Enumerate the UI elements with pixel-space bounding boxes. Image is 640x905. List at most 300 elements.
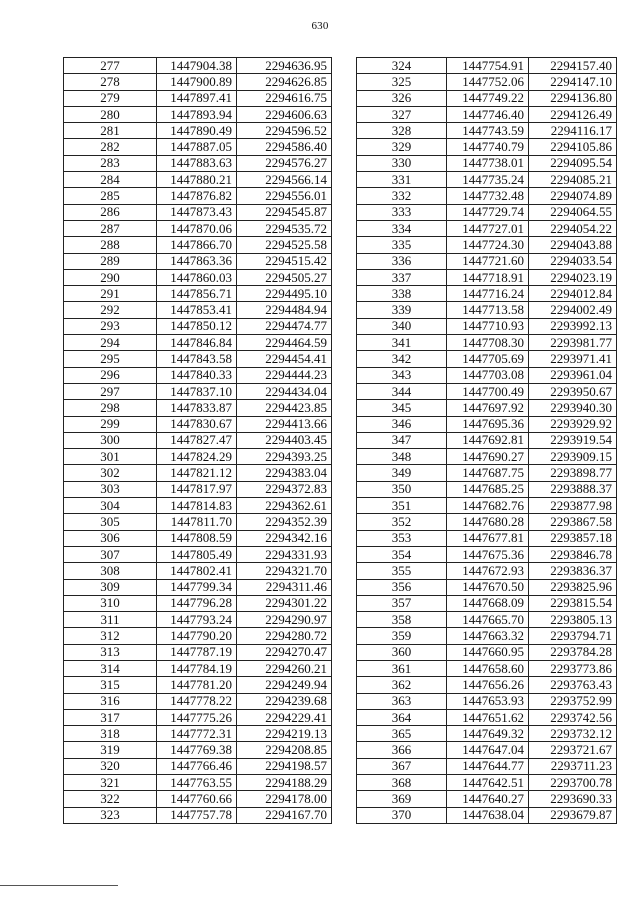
table-row [357, 628, 617, 644]
x-coordinate-cell: 1447781.20 [157, 677, 237, 693]
table-row [357, 498, 617, 514]
table-row [357, 123, 617, 139]
point-number-cell: 326 [357, 90, 447, 106]
x-coordinate-cell: 1447651.62 [447, 709, 529, 725]
x-coordinate-cell: 1447880.21 [157, 172, 237, 188]
x-coordinate-cell: 1447866.70 [157, 237, 237, 253]
coordinates-table-right [356, 57, 617, 824]
point-number-cell: 277 [64, 58, 157, 74]
y-coordinate-cell: 2294126.49 [529, 106, 617, 122]
x-coordinate-cell: 1447796.28 [157, 595, 237, 611]
y-coordinate-cell: 2293950.67 [529, 383, 617, 399]
table-row [357, 416, 617, 432]
table-row [357, 449, 617, 465]
x-coordinate-cell: 1447749.22 [447, 90, 529, 106]
point-number-cell: 322 [64, 791, 157, 807]
y-coordinate-cell: 2294616.75 [237, 90, 332, 106]
x-coordinate-cell: 1447814.83 [157, 498, 237, 514]
x-coordinate-cell: 1447893.94 [157, 106, 237, 122]
point-number-cell: 348 [357, 449, 447, 465]
point-number-cell: 289 [64, 253, 157, 269]
x-coordinate-cell: 1447687.75 [447, 465, 529, 481]
point-number-cell: 333 [357, 204, 447, 220]
table-row [64, 220, 332, 236]
point-number-cell: 321 [64, 775, 157, 791]
y-coordinate-cell: 2293981.77 [529, 335, 617, 351]
x-coordinate-cell: 1447904.38 [157, 58, 237, 74]
y-coordinate-cell: 2294043.88 [529, 237, 617, 253]
y-coordinate-cell: 2294280.72 [237, 628, 332, 644]
point-number-cell: 346 [357, 416, 447, 432]
coordinates-table-left [63, 57, 332, 824]
point-number-cell: 288 [64, 237, 157, 253]
y-coordinate-cell: 2294636.95 [237, 58, 332, 74]
table-row [64, 90, 332, 106]
point-number-cell: 323 [64, 807, 157, 823]
x-coordinate-cell: 1447876.82 [157, 188, 237, 204]
x-coordinate-cell: 1447670.50 [447, 579, 529, 595]
x-coordinate-cell: 1447769.38 [157, 742, 237, 758]
y-coordinate-cell: 2294434.04 [237, 383, 332, 399]
x-coordinate-cell: 1447887.05 [157, 139, 237, 155]
x-coordinate-cell: 1447735.24 [447, 172, 529, 188]
y-coordinate-cell: 2293846.78 [529, 546, 617, 562]
y-coordinate-cell: 2294606.63 [237, 106, 332, 122]
table-row [64, 302, 332, 318]
table-row [64, 775, 332, 791]
point-number-cell: 337 [357, 269, 447, 285]
y-coordinate-cell: 2293794.71 [529, 628, 617, 644]
table-row [64, 58, 332, 74]
table-row [64, 269, 332, 285]
y-coordinate-cell: 2293836.37 [529, 563, 617, 579]
table-row [357, 546, 617, 562]
table-row [357, 644, 617, 660]
table-row [64, 123, 332, 139]
y-coordinate-cell: 2294352.39 [237, 514, 332, 530]
y-coordinate-cell: 2294626.85 [237, 74, 332, 90]
point-number-cell: 347 [357, 432, 447, 448]
y-coordinate-cell: 2294495.10 [237, 286, 332, 302]
table-row [357, 106, 617, 122]
point-number-cell: 286 [64, 204, 157, 220]
y-coordinate-cell: 2293857.18 [529, 530, 617, 546]
point-number-cell: 360 [357, 644, 447, 660]
point-number-cell: 330 [357, 155, 447, 171]
table-row [64, 693, 332, 709]
point-number-cell: 354 [357, 546, 447, 562]
point-number-cell: 310 [64, 595, 157, 611]
y-coordinate-cell: 2293919.54 [529, 432, 617, 448]
point-number-cell: 282 [64, 139, 157, 155]
x-coordinate-cell: 1447817.97 [157, 481, 237, 497]
table-row [64, 318, 332, 334]
table-row [64, 579, 332, 595]
point-number-cell: 278 [64, 74, 157, 90]
point-number-cell: 362 [357, 677, 447, 693]
table-row [64, 188, 332, 204]
y-coordinate-cell: 2293742.56 [529, 709, 617, 725]
x-coordinate-cell: 1447837.10 [157, 383, 237, 399]
table-row [64, 498, 332, 514]
x-coordinate-cell: 1447703.08 [447, 367, 529, 383]
point-number-cell: 367 [357, 758, 447, 774]
x-coordinate-cell: 1447685.25 [447, 481, 529, 497]
x-coordinate-cell: 1447665.70 [447, 612, 529, 628]
y-coordinate-cell: 2294198.57 [237, 758, 332, 774]
table-row [357, 400, 617, 416]
y-coordinate-cell: 2294566.14 [237, 172, 332, 188]
table-row [357, 677, 617, 693]
y-coordinate-cell: 2293909.15 [529, 449, 617, 465]
x-coordinate-cell: 1447675.36 [447, 546, 529, 562]
table-row [357, 139, 617, 155]
y-coordinate-cell: 2293690.33 [529, 791, 617, 807]
table-row [64, 758, 332, 774]
point-number-cell: 369 [357, 791, 447, 807]
point-number-cell: 315 [64, 677, 157, 693]
y-coordinate-cell: 2294311.46 [237, 579, 332, 595]
y-coordinate-cell: 2293867.58 [529, 514, 617, 530]
x-coordinate-cell: 1447724.30 [447, 237, 529, 253]
x-coordinate-cell: 1447692.81 [447, 432, 529, 448]
table-row [357, 465, 617, 481]
table-row [64, 742, 332, 758]
point-number-cell: 290 [64, 269, 157, 285]
y-coordinate-cell: 2294301.22 [237, 595, 332, 611]
x-coordinate-cell: 1447708.30 [447, 335, 529, 351]
point-number-cell: 366 [357, 742, 447, 758]
x-coordinate-cell: 1447695.36 [447, 416, 529, 432]
y-coordinate-cell: 2294249.94 [237, 677, 332, 693]
point-number-cell: 283 [64, 155, 157, 171]
y-coordinate-cell: 2294167.70 [237, 807, 332, 823]
y-coordinate-cell: 2294002.49 [529, 302, 617, 318]
y-coordinate-cell: 2293961.04 [529, 367, 617, 383]
y-coordinate-cell: 2294147.10 [529, 74, 617, 90]
x-coordinate-cell: 1447821.12 [157, 465, 237, 481]
y-coordinate-cell: 2294321.70 [237, 563, 332, 579]
table-row [64, 514, 332, 530]
point-number-cell: 327 [357, 106, 447, 122]
x-coordinate-cell: 1447883.63 [157, 155, 237, 171]
table-row [64, 432, 332, 448]
x-coordinate-cell: 1447746.40 [447, 106, 529, 122]
y-coordinate-cell: 2294054.22 [529, 220, 617, 236]
point-number-cell: 313 [64, 644, 157, 660]
table-row [64, 351, 332, 367]
table-row [357, 612, 617, 628]
table-row [64, 807, 332, 823]
table-row [64, 204, 332, 220]
y-coordinate-cell: 2294556.01 [237, 188, 332, 204]
point-number-cell: 293 [64, 318, 157, 334]
y-coordinate-cell: 2293763.43 [529, 677, 617, 693]
x-coordinate-cell: 1447840.33 [157, 367, 237, 383]
table-row [357, 220, 617, 236]
table-row [357, 693, 617, 709]
table-row [64, 612, 332, 628]
y-coordinate-cell: 2294464.59 [237, 335, 332, 351]
point-number-cell: 306 [64, 530, 157, 546]
x-coordinate-cell: 1447824.29 [157, 449, 237, 465]
x-coordinate-cell: 1447805.49 [157, 546, 237, 562]
y-coordinate-cell: 2293888.37 [529, 481, 617, 497]
table-row [64, 465, 332, 481]
y-coordinate-cell: 2294331.93 [237, 546, 332, 562]
table-row [357, 74, 617, 90]
table-row [357, 204, 617, 220]
point-number-cell: 344 [357, 383, 447, 399]
table-row [64, 481, 332, 497]
point-number-cell: 357 [357, 595, 447, 611]
point-number-cell: 356 [357, 579, 447, 595]
table-row [64, 449, 332, 465]
y-coordinate-cell: 2294229.41 [237, 709, 332, 725]
point-number-cell: 284 [64, 172, 157, 188]
point-number-cell: 303 [64, 481, 157, 497]
point-number-cell: 279 [64, 90, 157, 106]
y-coordinate-cell: 2293815.54 [529, 595, 617, 611]
y-coordinate-cell: 2294515.42 [237, 253, 332, 269]
table-row [357, 155, 617, 171]
point-number-cell: 292 [64, 302, 157, 318]
y-coordinate-cell: 2294136.80 [529, 90, 617, 106]
x-coordinate-cell: 1447677.81 [447, 530, 529, 546]
x-coordinate-cell: 1447757.78 [157, 807, 237, 823]
x-coordinate-cell: 1447763.55 [157, 775, 237, 791]
x-coordinate-cell: 1447870.06 [157, 220, 237, 236]
y-coordinate-cell: 2294219.13 [237, 726, 332, 742]
point-number-cell: 359 [357, 628, 447, 644]
x-coordinate-cell: 1447790.20 [157, 628, 237, 644]
x-coordinate-cell: 1447900.89 [157, 74, 237, 90]
y-coordinate-cell: 2294208.85 [237, 742, 332, 758]
x-coordinate-cell: 1447793.24 [157, 612, 237, 628]
point-number-cell: 338 [357, 286, 447, 302]
table-row [357, 432, 617, 448]
table-row [64, 416, 332, 432]
point-number-cell: 353 [357, 530, 447, 546]
table-row [357, 367, 617, 383]
point-number-cell: 281 [64, 123, 157, 139]
y-coordinate-cell: 2294454.41 [237, 351, 332, 367]
table-row [64, 155, 332, 171]
x-coordinate-cell: 1447656.26 [447, 677, 529, 693]
table-row [357, 383, 617, 399]
y-coordinate-cell: 2294596.52 [237, 123, 332, 139]
x-coordinate-cell: 1447653.93 [447, 693, 529, 709]
table-row [64, 726, 332, 742]
table-row [357, 563, 617, 579]
point-number-cell: 301 [64, 449, 157, 465]
y-coordinate-cell: 2294535.72 [237, 220, 332, 236]
table-row [64, 106, 332, 122]
table-row [64, 286, 332, 302]
point-number-cell: 307 [64, 546, 157, 562]
x-coordinate-cell: 1447799.34 [157, 579, 237, 595]
table-row [64, 383, 332, 399]
y-coordinate-cell: 2294342.16 [237, 530, 332, 546]
point-number-cell: 300 [64, 432, 157, 448]
y-coordinate-cell: 2294270.47 [237, 644, 332, 660]
point-number-cell: 325 [357, 74, 447, 90]
x-coordinate-cell: 1447808.59 [157, 530, 237, 546]
table-row [64, 563, 332, 579]
point-number-cell: 345 [357, 400, 447, 416]
y-coordinate-cell: 2294188.29 [237, 775, 332, 791]
x-coordinate-cell: 1447760.66 [157, 791, 237, 807]
x-coordinate-cell: 1447766.46 [157, 758, 237, 774]
point-number-cell: 351 [357, 498, 447, 514]
y-coordinate-cell: 2294444.23 [237, 367, 332, 383]
point-number-cell: 365 [357, 726, 447, 742]
x-coordinate-cell: 1447680.28 [447, 514, 529, 530]
table-row [357, 237, 617, 253]
x-coordinate-cell: 1447830.67 [157, 416, 237, 432]
table-row [64, 660, 332, 676]
table-row [64, 237, 332, 253]
table-row [64, 546, 332, 562]
y-coordinate-cell: 2294393.25 [237, 449, 332, 465]
y-coordinate-cell: 2294484.94 [237, 302, 332, 318]
y-coordinate-cell: 2293992.13 [529, 318, 617, 334]
y-coordinate-cell: 2294525.58 [237, 237, 332, 253]
table-row [357, 335, 617, 351]
table-row [357, 758, 617, 774]
x-coordinate-cell: 1447697.92 [447, 400, 529, 416]
x-coordinate-cell: 1447740.79 [447, 139, 529, 155]
y-coordinate-cell: 2294023.19 [529, 269, 617, 285]
x-coordinate-cell: 1447873.43 [157, 204, 237, 220]
x-coordinate-cell: 1447642.51 [447, 775, 529, 791]
y-coordinate-cell: 2293700.78 [529, 775, 617, 791]
footnote-separator-rule [0, 885, 118, 886]
y-coordinate-cell: 2294403.45 [237, 432, 332, 448]
x-coordinate-cell: 1447672.93 [447, 563, 529, 579]
point-number-cell: 339 [357, 302, 447, 318]
point-number-cell: 298 [64, 400, 157, 416]
point-number-cell: 355 [357, 563, 447, 579]
point-number-cell: 285 [64, 188, 157, 204]
x-coordinate-cell: 1447638.04 [447, 807, 529, 823]
x-coordinate-cell: 1447700.49 [447, 383, 529, 399]
x-coordinate-cell: 1447853.41 [157, 302, 237, 318]
y-coordinate-cell: 2294362.61 [237, 498, 332, 514]
x-coordinate-cell: 1447647.04 [447, 742, 529, 758]
point-number-cell: 304 [64, 498, 157, 514]
table-row [64, 400, 332, 416]
point-number-cell: 334 [357, 220, 447, 236]
x-coordinate-cell: 1447644.77 [447, 758, 529, 774]
table-row [357, 286, 617, 302]
table-row [357, 514, 617, 530]
point-number-cell: 297 [64, 383, 157, 399]
table-row [357, 188, 617, 204]
y-coordinate-cell: 2294095.54 [529, 155, 617, 171]
point-number-cell: 342 [357, 351, 447, 367]
table-row [357, 530, 617, 546]
point-number-cell: 295 [64, 351, 157, 367]
y-coordinate-cell: 2293732.12 [529, 726, 617, 742]
point-number-cell: 328 [357, 123, 447, 139]
y-coordinate-cell: 2293773.86 [529, 660, 617, 676]
point-number-cell: 335 [357, 237, 447, 253]
y-coordinate-cell: 2294413.66 [237, 416, 332, 432]
table-row [64, 595, 332, 611]
x-coordinate-cell: 1447850.12 [157, 318, 237, 334]
point-number-cell: 305 [64, 514, 157, 530]
x-coordinate-cell: 1447713.58 [447, 302, 529, 318]
x-coordinate-cell: 1447772.31 [157, 726, 237, 742]
point-number-cell: 350 [357, 481, 447, 497]
y-coordinate-cell: 2294372.83 [237, 481, 332, 497]
x-coordinate-cell: 1447718.91 [447, 269, 529, 285]
table-row [357, 807, 617, 823]
point-number-cell: 294 [64, 335, 157, 351]
y-coordinate-cell: 2294545.87 [237, 204, 332, 220]
table-row [64, 530, 332, 546]
table-row [64, 709, 332, 725]
point-number-cell: 329 [357, 139, 447, 155]
y-coordinate-cell: 2294423.85 [237, 400, 332, 416]
point-number-cell: 302 [64, 465, 157, 481]
point-number-cell: 364 [357, 709, 447, 725]
page-number: 630 [311, 20, 329, 32]
x-coordinate-cell: 1447682.76 [447, 498, 529, 514]
x-coordinate-cell: 1447710.93 [447, 318, 529, 334]
point-number-cell: 320 [64, 758, 157, 774]
x-coordinate-cell: 1447778.22 [157, 693, 237, 709]
point-number-cell: 299 [64, 416, 157, 432]
y-coordinate-cell: 2294576.27 [237, 155, 332, 171]
x-coordinate-cell: 1447827.47 [157, 432, 237, 448]
point-number-cell: 291 [64, 286, 157, 302]
point-number-cell: 363 [357, 693, 447, 709]
point-number-cell: 309 [64, 579, 157, 595]
x-coordinate-cell: 1447649.32 [447, 726, 529, 742]
y-coordinate-cell: 2293721.67 [529, 742, 617, 758]
y-coordinate-cell: 2293711.23 [529, 758, 617, 774]
x-coordinate-cell: 1447833.87 [157, 400, 237, 416]
y-coordinate-cell: 2293752.99 [529, 693, 617, 709]
table-row [357, 775, 617, 791]
table-row [357, 726, 617, 742]
point-number-cell: 332 [357, 188, 447, 204]
point-number-cell: 287 [64, 220, 157, 236]
y-coordinate-cell: 2293679.87 [529, 807, 617, 823]
table-row [357, 172, 617, 188]
y-coordinate-cell: 2293805.13 [529, 612, 617, 628]
x-coordinate-cell: 1447860.03 [157, 269, 237, 285]
point-number-cell: 296 [64, 367, 157, 383]
x-coordinate-cell: 1447729.74 [447, 204, 529, 220]
point-number-cell: 368 [357, 775, 447, 791]
table-row [64, 677, 332, 693]
table-row [357, 58, 617, 74]
y-coordinate-cell: 2294105.86 [529, 139, 617, 155]
x-coordinate-cell: 1447743.59 [447, 123, 529, 139]
x-coordinate-cell: 1447802.41 [157, 563, 237, 579]
point-number-cell: 308 [64, 563, 157, 579]
y-coordinate-cell: 2293940.30 [529, 400, 617, 416]
x-coordinate-cell: 1447738.01 [447, 155, 529, 171]
table-row [64, 628, 332, 644]
y-coordinate-cell: 2294085.21 [529, 172, 617, 188]
y-coordinate-cell: 2293971.41 [529, 351, 617, 367]
x-coordinate-cell: 1447727.01 [447, 220, 529, 236]
y-coordinate-cell: 2294239.68 [237, 693, 332, 709]
